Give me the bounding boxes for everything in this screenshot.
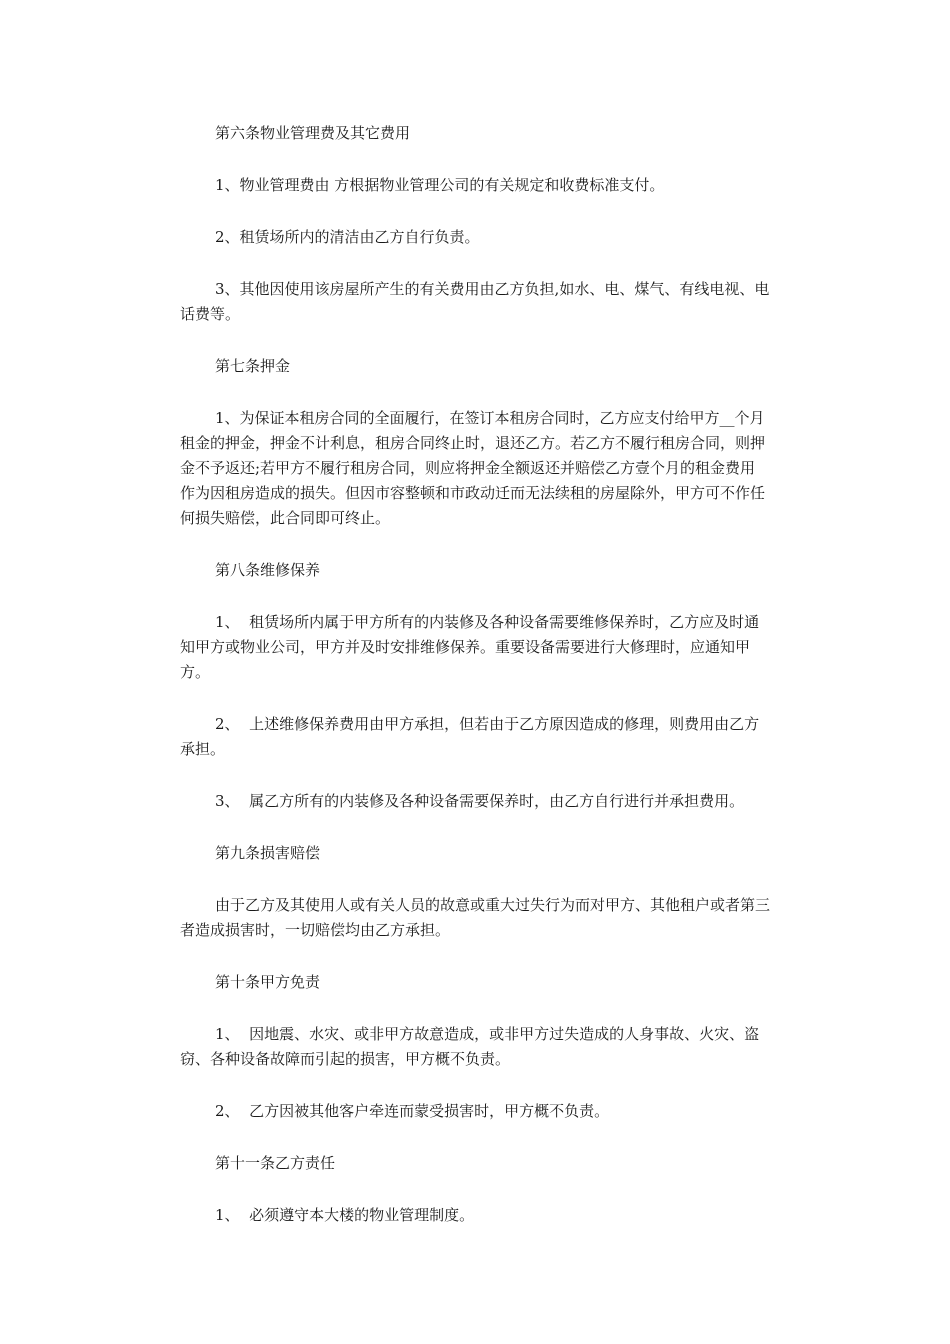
section-heading-8: 第八条维修保养 — [215, 561, 321, 579]
paragraph: 3、其他因使用该房屋所产生的有关费用由乙方负担,如水、电、煤气、有线电视、电话费等。 — [180, 280, 770, 323]
paragraph: 2、 乙方因被其他客户牵连而蒙受损害时，甲方概不负责。 — [215, 1102, 610, 1120]
paragraph: 由于乙方及其使用人或有关人员的故意或重大过失行为而对甲方、其他租户或者第三者造成损害时，一切赔偿均由乙方承担。 — [180, 896, 771, 939]
section-heading-9: 第九条损害赔偿 — [215, 844, 321, 862]
paragraph: 2、 上述维修保养费用由甲方承担，但若由于乙方原因造成的修理，则费用由乙方承担。 — [180, 715, 760, 758]
section-heading-10: 第十条甲方免责 — [215, 973, 321, 991]
section-heading-7: 第七条押金 — [215, 357, 291, 375]
paragraph: 1、 因地震、水灾、或非甲方故意造成，或非甲方过失造成的人身事故、火灾、盗窃、各种设备故障而引起的损害，甲方概不负责。 — [180, 1025, 760, 1068]
paragraph: 2、租赁场所内的清洁由乙方自行负责。 — [215, 228, 480, 246]
paragraph: 1、 必须遵守本大楼的物业管理制度。 — [215, 1206, 475, 1224]
document-body — [180, 121, 770, 1255]
paragraph: 1、为保证本租房合同的全面履行，在签订本租房合同时，乙方应支付给甲方__个月租金的押金，押金不计利息，租房合同终止时，退还乙方。若乙方不履行租房合同，则押金不予返还;若甲方不履行租房合同，则应将押金全额返还并赔偿乙方壹个月的租金费用作为因租房造成的损失。但因市容整顿和市政动迁而无法续租的房屋除外，甲方可不作任何损失赔偿，此合同即可终止。 — [180, 409, 766, 527]
section-heading-11: 第十一条乙方责任 — [215, 1154, 336, 1172]
section-heading-6: 第六条物业管理费及其它费用 — [215, 124, 411, 142]
paragraph: 3、 属乙方所有的内装修及各种设备需要保养时，由乙方自行进行并承担费用。 — [215, 792, 745, 810]
paragraph: 1、物业管理费由 方根据物业管理公司的有关规定和收费标准支付。 — [215, 176, 665, 194]
paragraph: 1、 租赁场所内属于甲方所有的内装修及各种设备需要维修保养时，乙方应及时通知甲方或物业公司，甲方并及时安排维修保养。重要设备需要进行大修理时，应通知甲方。 — [180, 613, 760, 681]
